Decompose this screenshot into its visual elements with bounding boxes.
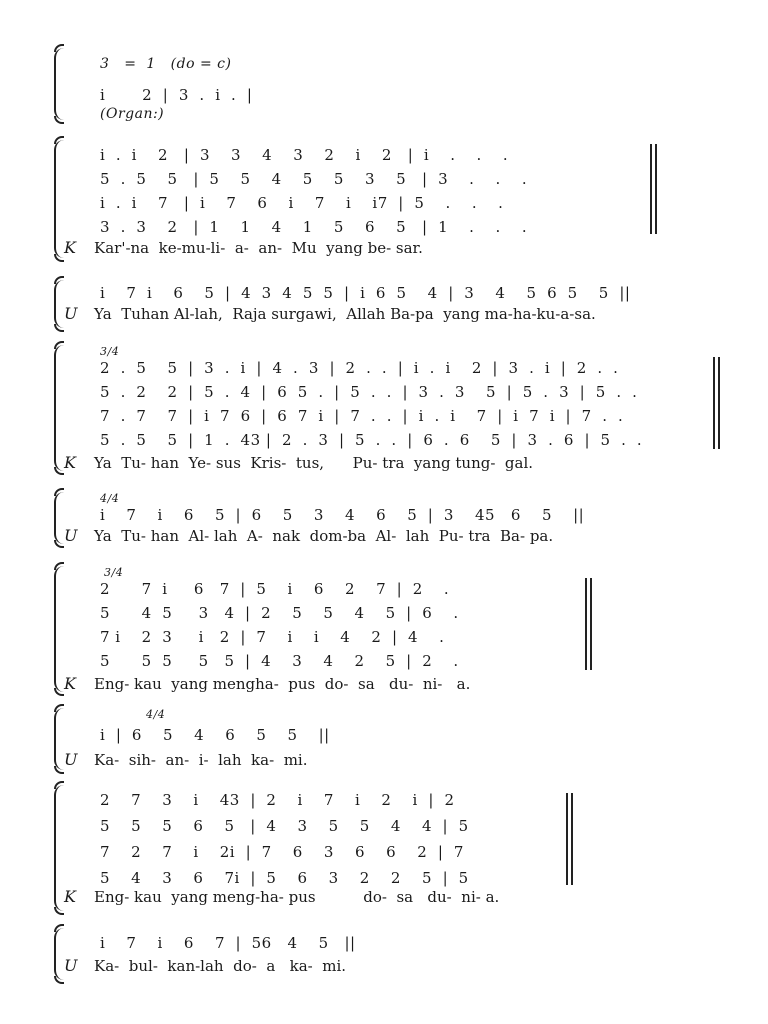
- voice-row: i 7 i 6 5 | 6 5 3 4 6 5 | 3 45 6 5 ||: [100, 506, 585, 524]
- voice-row: 5 . 2 2 | 5 . 4 | 6 5 . | 5 . . | 3 . 3 5 | 5 . 3 | 5 . .: [100, 383, 638, 401]
- voice-row: i . i 2 | 3 3 4 3 2 i 2 | i . . .: [100, 146, 509, 164]
- lyrics-line: [64, 750, 308, 769]
- voice-row: 5 4 5 3 4 | 2 5 5 4 5 | 6 .: [100, 604, 459, 622]
- role-label: K: [64, 674, 76, 693]
- double-barline: [713, 357, 715, 449]
- role-label: U: [64, 956, 78, 975]
- voice-row: i | 6 5 4 6 5 5 ||: [100, 726, 330, 744]
- lyrics-text: Ya Tuhan Al-lah, Raja surgawi, Allah Ba-pa yang ma-ha-ku-a-sa.: [94, 305, 596, 323]
- lyrics-line: [64, 956, 346, 975]
- double-barline: [566, 793, 568, 885]
- voice-row: 7 . 7 7 | i 7 6 | 6 7 i | 7 . . | i . i 7 | i 7 i | 7 . .: [100, 407, 624, 425]
- system-brace: [54, 48, 66, 120]
- double-barline: [585, 578, 587, 670]
- voice-row: 2 7 i 6 7 | 5 i 6 2 7 | 2 .: [100, 580, 450, 598]
- lyrics-line: [64, 453, 533, 472]
- voice-row: 7 2 7 i 2i | 7 6 3 6 6 2 | 7: [100, 843, 464, 861]
- time-signature: 3/4: [104, 566, 124, 579]
- instrument-label: (Organ:): [100, 106, 165, 122]
- voice-row: i 7 i 6 5 | 4 3 4 5 5 | i 6 5 4 | 3 4 5 6 5 5 ||: [100, 284, 631, 302]
- role-label: K: [64, 238, 76, 257]
- lyrics-line: [64, 674, 470, 693]
- voice-row: 5 . 5 5 | 5 5 4 5 5 3 5 | 3 . . .: [100, 170, 528, 188]
- role-label: U: [64, 304, 78, 323]
- role-label: U: [64, 750, 78, 769]
- time-signature: 3/4: [100, 345, 120, 358]
- voice-row: 5 4 3 6 7i | 5 6 3 2 2 5 | 5: [100, 869, 469, 887]
- voice-row: 5 5 5 6 5 | 4 3 5 5 4 4 | 5: [100, 817, 469, 835]
- double-barline: [655, 144, 657, 234]
- intro-notes: i 2 | 3 . i . |: [100, 86, 253, 104]
- voice-row: 2 . 5 5 | 3 . i | 4 . 3 | 2 . . | i . i 2 | 3 . i | 2 . .: [100, 359, 619, 377]
- voice-row: 2 7 3 i 43 | 2 i 7 i 2 i | 2: [100, 791, 455, 809]
- voice-row: 7 i 2 3 i 2 | 7 i i 4 2 | 4 .: [100, 628, 445, 646]
- double-barline: [571, 793, 573, 885]
- time-signature: 4/4: [146, 708, 166, 721]
- role-label: K: [64, 453, 76, 472]
- voice-row: 5 . 5 5 | 1 . 43 | 2 . 3 | 5 . . | 6 . 6 5 | 3 . 6 | 5 . .: [100, 431, 643, 449]
- role-label: U: [64, 526, 78, 545]
- time-signature: 4/4: [100, 492, 120, 505]
- lyrics-line: [64, 304, 596, 323]
- lyrics-text: Ka- sih- an- i- lah ka- mi.: [94, 751, 308, 769]
- lyrics-line: [64, 238, 423, 257]
- lyrics-text: Eng- kau yang meng-ha- pus do- sa du- ni- a.: [94, 888, 500, 906]
- key-signature: 3 = 1 (do = c): [100, 56, 232, 72]
- lyrics-text: Ka- bul- kan-lah do- a ka- mi.: [94, 957, 347, 975]
- voice-row: i 7 i 6 7 | 56 4 5 ||: [100, 934, 356, 952]
- lyrics-text: Ya Tu- han Al- lah A- nak dom-ba Al- lah Pu- tra Ba- pa.: [94, 527, 554, 545]
- double-barline: [718, 357, 720, 449]
- role-label: K: [64, 887, 76, 906]
- voice-row: 3 . 3 2 | 1 1 4 1 5 6 5 | 1 . . .: [100, 218, 528, 236]
- double-barline: [590, 578, 592, 670]
- lyrics-line: [64, 887, 499, 906]
- double-barline: [650, 144, 652, 234]
- lyrics-text: Ya Tu- han Ye- sus Kris- tus, Pu- tra yang tung- gal.: [94, 454, 534, 472]
- lyrics-text: Eng- kau yang mengha- pus do- sa du- ni- a.: [94, 675, 471, 693]
- voice-row: i . i 7 | i 7 6 i 7 i i7 | 5 . . .: [100, 194, 504, 212]
- lyrics-line: [64, 526, 553, 545]
- lyrics-text: Kar'-na ke-mu-li- a- an- Mu yang be- sar.: [94, 239, 423, 257]
- voice-row: 5 5 5 5 5 | 4 3 4 2 5 | 2 .: [100, 652, 459, 670]
